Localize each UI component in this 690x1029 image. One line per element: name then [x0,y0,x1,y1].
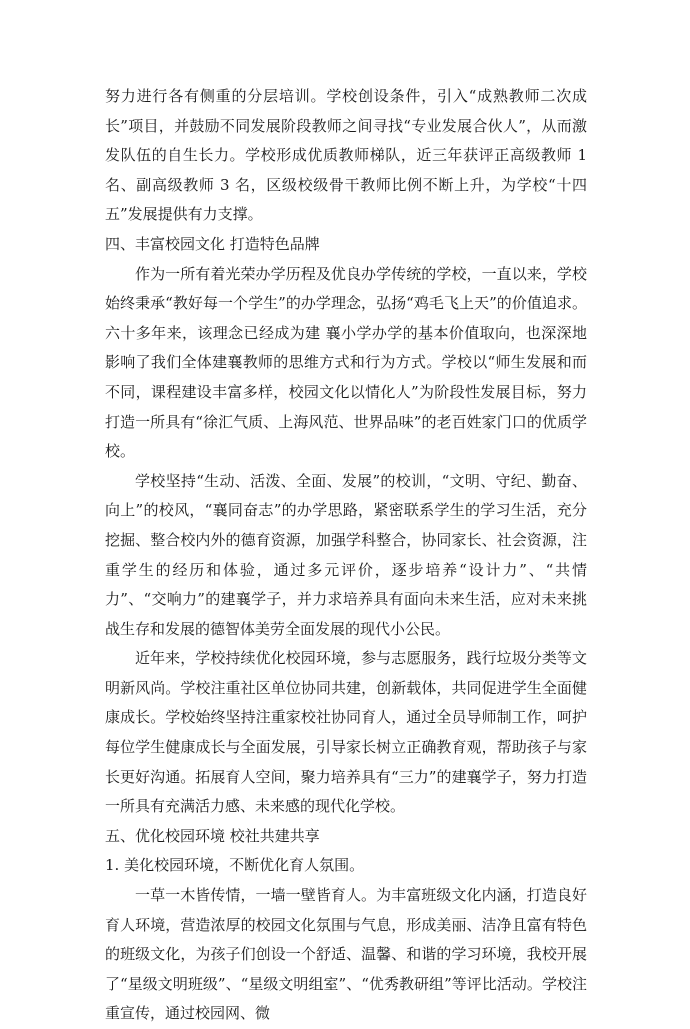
paragraph-recent-years: 近年来，学校持续优化校园环境，参与志愿服务，践行垃圾分类等文明新风尚。学校注重社区单位协同共建，创新载体，共同促进学生全面健康成长。学校始终坚持注重家校社协同育人，通过全员导师制工作，呵护每位学生健康成长与全面发展，引导家长树立正确教育观，帮助孩子与家长更好沟通。拓展育人空间，聚力培养具有“三力”的建襄学子，努力打造一所具有充满活力感、未来感的现代化学校。 [105,649,587,816]
subsection-heading-beautify-campus: 1. 美化校园环境，不断优化育人氛围。 [105,856,365,875]
section-heading-campus-environment: 五、优化校园环境 校社共建共享 [105,826,320,845]
paragraph-teacher-training: 努力进行各有侧重的分层培训。学校创设条件，引入“成熟教师二次成长”项目，并鼓励不同发展阶段教师之间寻找“专业发展合伙人”，从而激发队伍的自生长力。学校形成优质教师梯队，近三年获评正高级教师 1 名、副高级教师 3 名，区级校级骨干教师比例不断上升，为学校“十四五”发展提供有力支撑。 [105,87,587,224]
section-heading-campus-culture: 四、丰富校园文化 打造特色品牌 [105,234,320,253]
paragraph-school-motto: 学校坚持“生动、活泼、全面、发展”的校训，“文明、守纪、勤奋、向上”的校风，“襄同奋志”的办学思路，紧密联系学生的学习生活，充分挖掘、整合校内外的德育资源，加强学科整合，协同家长、社会资源，注重学生的经历和体验，通过多元评价，逐步培养“设计力”、“共情力”、“交响力”的建襄学子，并力求培养具有面向未来生活，应对未来挑战生存和发展的德智体美劳全面发展的现代小公民。 [105,471,587,638]
paragraph-school-philosophy: 作为一所有着光荣办学历程及优良办学传统的学校，一直以来，学校始终秉承“教好每一个学生”的办学理念，弘扬“鸡毛飞上天”的价值追求。六十多年来，该理念已经成为建 襄小学办学的基本价值取向，也深深地影响了我们全体建襄教师的思维方式和行为方式。学校以“师生发展和而不同，课程建设丰富多样，校园文化以情化人”为阶段性发展目标，努力打造一所具有“徐汇气质、上海风范、世界品味”的老百姓家门口的优质学校。 [105,264,587,461]
paragraph-class-culture: 一草一木皆传情，一墙一壁皆育人。为丰富班级文化内涵，打造良好育人环境，营造浓厚的校园文化氛围与气息，形成美丽、洁净且富有特色的班级文化，为孩子们创设一个舒适、温馨、和谐的学习环境，我校开展了“星级文明班级”、“星级文明组室”、“优秀教研组”等评比活动。学校注重宣传，通过校园网、微 [105,886,587,1023]
document-body [105,82,587,1029]
